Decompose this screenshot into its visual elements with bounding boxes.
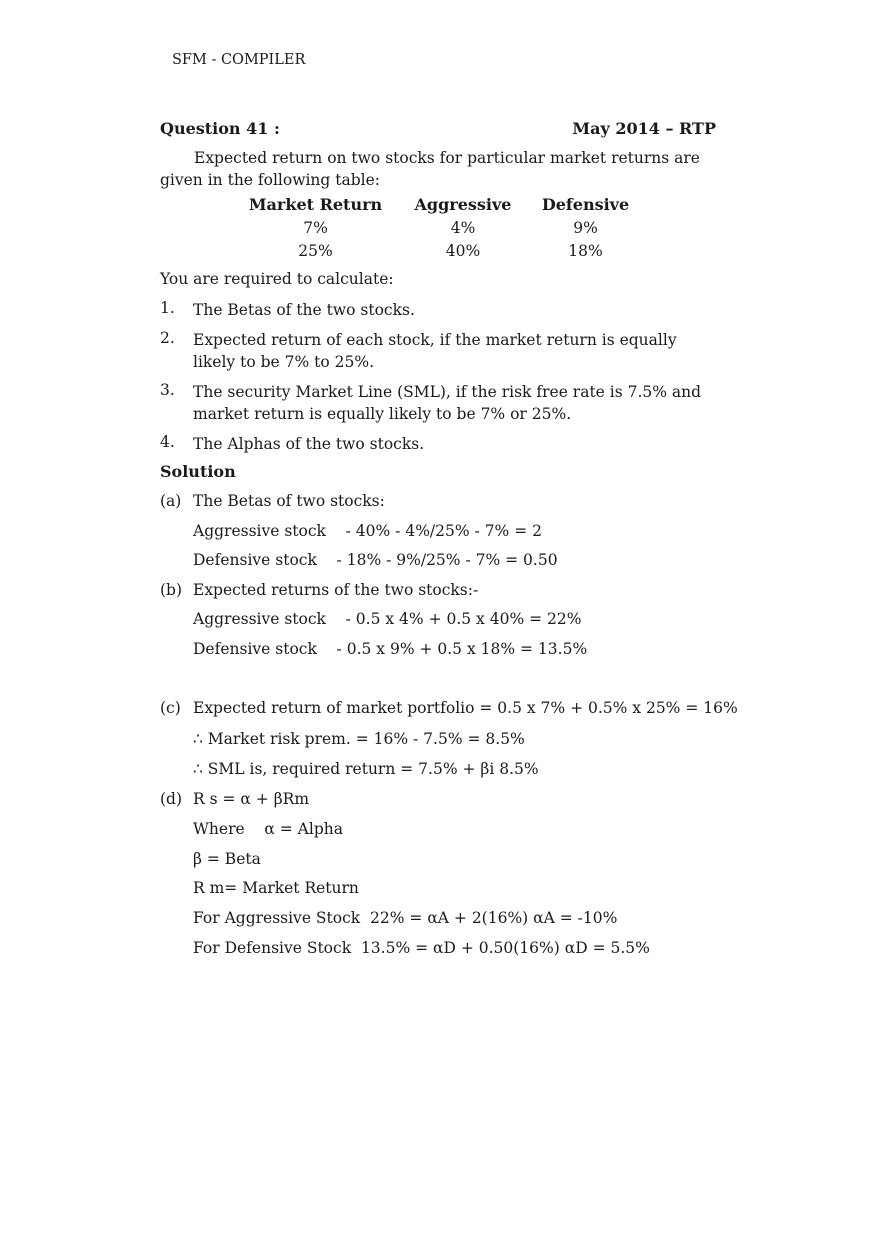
list-item: Expected return of each stock, if the market return is equally likely to be 7% to 25%. xyxy=(193,331,677,371)
table-header-cell: Market Return xyxy=(248,195,383,214)
solution-part-title: R s = α + βRm xyxy=(193,790,310,808)
solution-line: Aggressive stock - 40% - 4%/25% - 7% = 2 xyxy=(193,522,542,540)
table-cell: 7% xyxy=(303,218,328,237)
question-intro: Expected return on two stocks for particular market returns are given in the following table: xyxy=(160,149,700,189)
table-row xyxy=(238,239,638,262)
question-number: Question 41 : xyxy=(160,119,280,138)
page-header: SFM - COMPILER xyxy=(172,52,306,68)
table-cell: 40% xyxy=(445,241,481,260)
solution-line: R m= Market Return xyxy=(193,879,359,897)
list-item: The security Market Line (SML), if the risk free rate is 7.5% and market return is equally likely to be 7% or 25%. xyxy=(193,383,702,423)
table-header-row xyxy=(238,193,638,216)
question-heading xyxy=(160,119,716,138)
solution-marker: (a) xyxy=(160,492,182,510)
solution-line: For Aggressive Stock 22% = αA + 2(16%) αA = -10% xyxy=(193,909,618,927)
returns-table xyxy=(238,193,638,262)
list-number: 2. xyxy=(160,329,175,347)
list-number: 3. xyxy=(160,381,175,399)
required-label: You are required to calculate: xyxy=(160,270,394,288)
solution-marker: (b) xyxy=(160,581,183,599)
solution-part-title: Expected returns of the two stocks:- xyxy=(193,581,479,599)
solution-heading: Solution xyxy=(160,462,236,481)
table-header-cell: Aggressive xyxy=(414,195,512,214)
solution-line: Defensive stock - 0.5 x 9% + 0.5 x 18% = 13.5% xyxy=(193,640,588,658)
list-item: The Betas of the two stocks. xyxy=(193,301,415,319)
list-item: The Alphas of the two stocks. xyxy=(193,435,425,453)
solution-part-title: Expected return of market portfolio = 0.5 x 7% + 0.5% x 25% = 16% xyxy=(193,699,738,717)
table-cell: 9% xyxy=(573,218,598,237)
solution-line: ∴ SML is, required return = 7.5% + βi 8.5% xyxy=(193,760,539,778)
question-source: May 2014 – RTP xyxy=(572,119,716,138)
solution-part-title: The Betas of two stocks: xyxy=(193,492,385,510)
list-number: 4. xyxy=(160,433,175,451)
solution-line: Defensive stock - 18% - 9%/25% - 7% = 0.50 xyxy=(193,551,558,569)
solution-line: β = Beta xyxy=(193,850,261,868)
table-row xyxy=(238,216,638,239)
solution-marker: (c) xyxy=(160,699,181,717)
table-cell: 4% xyxy=(450,218,476,237)
solution-line: Aggressive stock - 0.5 x 4% + 0.5 x 40% = 22% xyxy=(193,610,582,628)
solution-line: For Defensive Stock 13.5% = αD + 0.50(16%) αD = 5.5% xyxy=(193,939,650,957)
list-number: 1. xyxy=(160,299,175,317)
table-header-cell: Defensive xyxy=(541,195,630,214)
solution-marker: (d) xyxy=(160,790,183,808)
table-cell: 18% xyxy=(568,241,603,260)
table-cell: 25% xyxy=(298,241,333,260)
solution-line: Where α = Alpha xyxy=(193,820,343,838)
solution-line: ∴ Market risk prem. = 16% - 7.5% = 8.5% xyxy=(193,730,525,748)
